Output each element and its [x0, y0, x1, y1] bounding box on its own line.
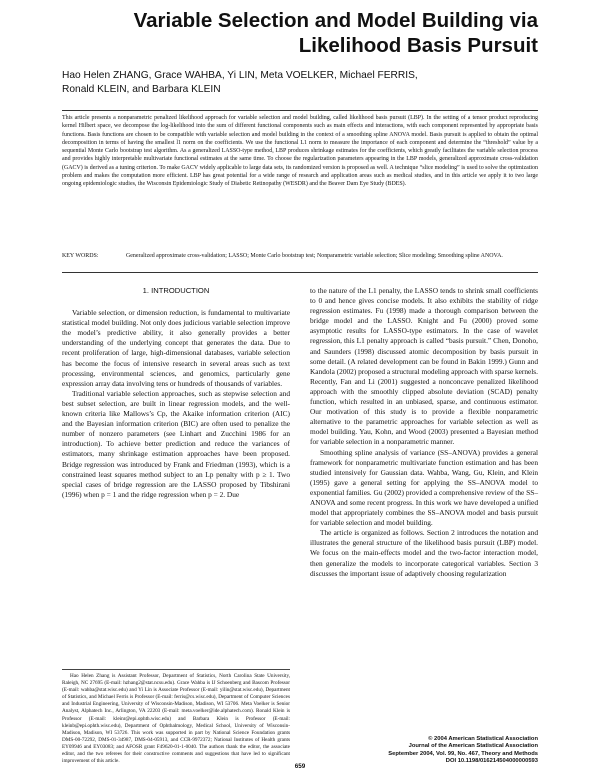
paragraph: to the nature of the L1 penalty, the LASSO tends to shrink small coefficients to 0 and hence gives concise models. It also exhibits the stability of ridge regression estimates. Fu (1998) made a thorough comparison between the bridge model and the LASSO. Knight and Fu (2000) proved some asymptotic results for LASSO-type estimators. In the case of wavelet regression, this L1 penalty approach is called “basis pursuit.” Chen, Donoho, and Saunders (1998) discussed atomic decomposition by basis pursuit in some detail. (A related development can be found in Bakin 1999.) Gunn and Kandola (2002) proposed a structural modeling approach with sparse kernels. Recently, Fan and Li (2001) suggested a nonconcave penalized likelihood approach with the smoothly clipped absolute deviation (SCAD) penalty function, which resulted in an unbiased, sparse, and continuous estimator. Our motivation of this study is to provide a flexible nonparametric alternative to the parametric approaches for variable selection as well as model building. Yau, Kohn, and Wood (2003) presented a Bayesian method for variable selection in a nonparametric manner.: [310, 286, 538, 447]
title-line-2: Likelihood Basis Pursuit: [298, 34, 538, 57]
abstract-top-rule: [62, 110, 538, 111]
section-heading: 1. INTRODUCTION: [142, 286, 210, 295]
author-list: [62, 69, 532, 97]
copyright-line: © 2004 American Statistical Association: [428, 736, 538, 742]
footnote-rule: [62, 669, 290, 670]
paragraph: Variable selection, or dimension reduction, is fundamental to multivariate statistical model building. Not only does judicious variable selection improve the model’s predictive ability, it also generally provides a better understanding of the underlying concept that generates the data. Due to recent proliferation of large, high-dimensional databases, variable selection has become the focus of intensive research in several areas such as text processing, environmental sciences, and genomics, particularly gene expression array data involving tens or hundreds of thousands of variables.: [62, 308, 290, 388]
doi: DOI 10.1198/016214504000000593: [445, 757, 538, 764]
keywords: [62, 252, 538, 260]
authors-line-2: Ronald KLEIN, and Barbara KLEIN: [62, 84, 221, 95]
copyright-block: [288, 736, 538, 765]
paragraph: Traditional variable selection approaches, such as stepwise selection and best subset selection, are built in linear regression models, and the well-known criteria like Mallows’s Cp, the Akaike information criterion (AIC) and the Bayesian information criterion (BIC) are often used to penalize the number of nonzero parameters (see Linhart and Zucchini 1986 for an introduction). To achieve better prediction and reduce the variances of estimators, many shrinkage estimation approaches have been proposed. Bridge regression was introduced by Frank and Friedman (1993), which is a constrained least squares method subject to an Lp penalty with p ≥ 1. Two special cases of bridge regression are the LASSO proposed by Tibshirani (1996) when p = 1 and the ridge regression when p = 2. Due: [62, 388, 290, 499]
page-number: 659: [294, 763, 306, 770]
paper-title: [78, 8, 538, 58]
keywords-text: Generalized approximate cross-validation; LASSO; Monte Carlo bootstrap test; Nonparametric variable selection; Slice modeling; Smoothing spline ANOVA.: [126, 253, 503, 259]
abstract: This article presents a nonparametric penalized likelihood approach for variable selection and model building, called likelihood basis pursuit (LBP). In the setting of a tensor product reproducing kernel Hilbert space, we decompose the log-likelihood into the sum of different functional components such as main effects and interactions, with each component represented by appropriate basis functions. Basis functions are chosen to be compatible with variable selection and model building in the context of a smoothing spline ANOVA model. Basis pursuit is applied to obtain the optimal decomposition in terms of having the smallest l1 norm on the coefficients. We use the functional L1 norm to measure the importance of each component and determine the “threshold” value by a sequential Monte Carlo bootstrap test algorithm. As a generalized LASSO-type method, LBP produces shrinkage estimates for the coefficients, which greatly facilitates the variable selection process and provides highly interpretable multivariate functional estimates at the same time. To choose the regularization parameters appearing in the LBP models, generalized approximate cross-validation (GACV) is derived as a tuning criterion. To make GACV widely applicable to large data sets, its randomized version is proposed as well. A technique “slice modeling” is used to solve the optimization problem and makes the computation more efficient. LBP has great potential for a wide range of research and application areas such as medical studies, and in this article we apply it to two large ongoing epidemiologic studies, the Wisconsin Epidemiologic Study of Diabetic Retinopathy (WESDR) and the Beaver Dam Eye Study (BDES).: [62, 115, 538, 188]
paragraph: The article is organized as follows. Section 2 introduces the notation and illustrates the general structure of the likelihood basis pursuit (LBP) model. We focus on the main-effects model and the two-factor interaction model, then generalize the models to incorporate categorical variables. Section 3 discusses the important issue of adaptively choosing regularization: [310, 528, 538, 578]
author-footnote: [62, 673, 290, 765]
journal-name: Journal of the American Statistical Association: [408, 743, 538, 750]
left-column: [62, 286, 290, 500]
abstract-bottom-rule: [62, 272, 538, 273]
right-column: [310, 286, 538, 579]
footnote-text: Hao Helen Zhang is Assistant Professor, Department of Statistics, North Carolina State University, Raleigh, NC 27695 (E-mail: hzhang2@stat.ncsu.edu). Grace Wahba is IJ Schoenberg and Bascom Professor (E-mail: wahba@stat.wisc.edu) and Yi Lin is Associate Professor (E-mail: yilin@stat.wisc.edu), Department of Statistics, and Michael Ferris is Professor (E-mail: ferris@cs.wisc.edu), Department of Computer Sciences and Industrial Engineering, University of Wisconsin-Madison, Madison, WI 53706. Meta Voelker is Senior Analyst, Alphatech Inc., Arlington, VA 22203 (E-mail: meta.voelker@ide.alphatech.com). Ronald Klein is Professor (E-mail: kleinr@epi.ophth.wisc.edu) and Barbara Klein is Professor (E-mail: kleinb@epi.ophth.wisc.edu), Department of Ophthalmology, Medical School, University of Wisconsin-Madison, Madison, WI 53726. This work was supported in part by National Science Foundation grants DMS-00-72292, DMS-01-34987, DMS-04-05913, and CCR-9972372; National Institutes of Health grants EY09946 and EY03083; and AFOSR grant F49620-01-1-0040. The authors thank the editor, the associate editor, and the two referees for their constructive comments and suggestions that have led to significant improvement of this article.: [62, 673, 290, 765]
title-line-1: Variable Selection and Model Building via: [133, 9, 538, 32]
authors-line-1: Hao Helen ZHANG, Grace WAHBA, Yi LIN, Meta VOELKER, Michael FERRIS,: [62, 70, 418, 81]
paragraph: Smoothing spline analysis of variance (SS–ANOVA) provides a general framework for nonparametric multivariate function estimation and has been studied intensively for Gaussian data. Wahba, Wang, Gu, Klein, and Klein (1995) gave a general setting for applying the SS–ANOVA model to exponential families. Gu (2002) provided a comprehensive review of the SS–ANOVA and some recent progress. In this work we have developed a unified model that appropriately combines the SS–ANOVA model and basis pursuit for variable selection and model building.: [310, 447, 538, 528]
issue-info: September 2004, Vol. 99, No. 467, Theory and Methods: [388, 750, 538, 757]
keywords-label: KEY WORDS:: [62, 253, 99, 259]
